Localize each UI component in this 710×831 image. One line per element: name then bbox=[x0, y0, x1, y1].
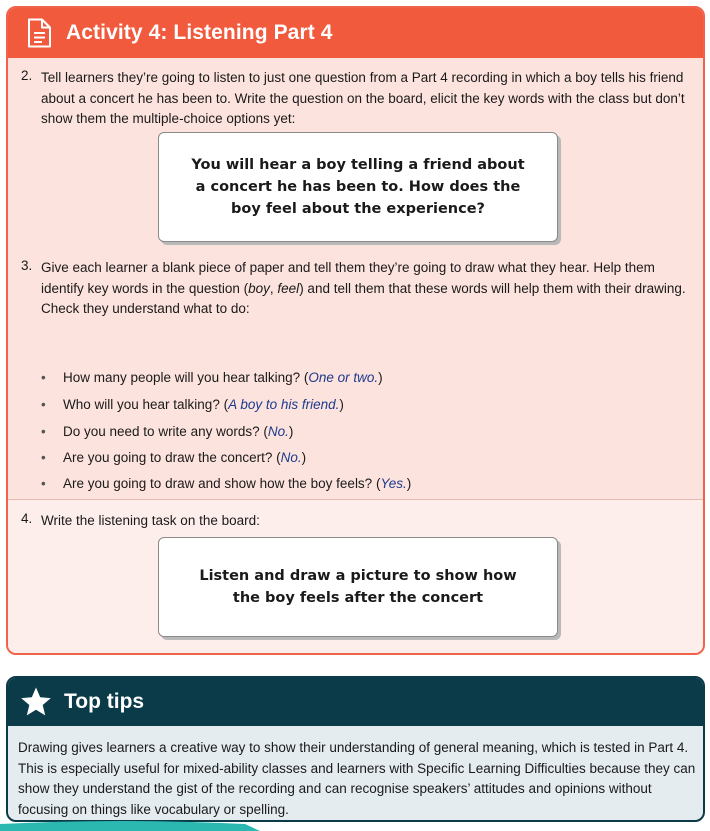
step-4-number: 4. bbox=[21, 511, 33, 526]
document-icon bbox=[26, 18, 52, 48]
task-line: Listen and draw a picture to show how bbox=[199, 568, 517, 584]
decorative-swoosh bbox=[0, 818, 260, 831]
step-2-number: 2. bbox=[21, 68, 33, 83]
task-line: the boy feels after the concert bbox=[232, 590, 484, 606]
tips-header bbox=[8, 678, 703, 726]
step-divider bbox=[8, 499, 703, 500]
step-3-text: Give each learner a blank piece of paper and tell them they’re going to draw what they hear. Help them identify key words in the question (boy, feel) and tell them that these words will help them with their drawing. Check they understand what to do: bbox=[41, 260, 686, 316]
list-item: • How many people will you hear talking? (One or two.) bbox=[41, 370, 383, 385]
step-2-text: Tell learners they’re going to listen to just one question from a Part 4 recording in which a boy tells his friend about a concert he has been to. Write the question on the board, elicit the key words with the class but don’t show them the multiple-choice options yet: bbox=[41, 70, 685, 126]
question-line: You will hear a boy telling a friend about bbox=[191, 157, 525, 173]
list-item: • Do you need to write any words? (No.) bbox=[41, 424, 294, 439]
star-icon bbox=[20, 686, 52, 718]
tips-card bbox=[6, 676, 705, 822]
list-item: • Are you going to draw and show how the boy feels? (Yes.) bbox=[41, 476, 412, 491]
question-line: boy feel about the experience? bbox=[231, 201, 485, 217]
step-3-number: 3. bbox=[21, 258, 33, 273]
question-line: a concert he has been to. How does the bbox=[195, 179, 521, 195]
tips-text: Drawing gives learners a creative way to show their understanding of general meaning, which is tested in Part 4. This is especially useful for mixed-ability classes and learners with Specific Learning Difficulties because they can show they understand the gist of the recording and can recognise speakers’ attitudes and opinions without focusing on things like vocabulary or spelling. bbox=[18, 740, 696, 817]
keyword-boy: boy bbox=[248, 280, 270, 296]
list-item: • Who will you hear talking? (A boy to his friend.) bbox=[41, 397, 344, 412]
activity-header bbox=[8, 8, 703, 58]
keyword-feel: feel bbox=[277, 280, 300, 296]
list-item: • Are you going to draw the concert? (No.) bbox=[41, 450, 307, 465]
step-4-text: Write the listening task on the board: bbox=[41, 513, 260, 528]
activity-card bbox=[6, 6, 705, 655]
question-box bbox=[158, 132, 558, 242]
task-box bbox=[158, 537, 558, 637]
activity-title: Activity 4: Listening Part 4 bbox=[66, 21, 333, 44]
tips-title: Top tips bbox=[64, 690, 145, 713]
